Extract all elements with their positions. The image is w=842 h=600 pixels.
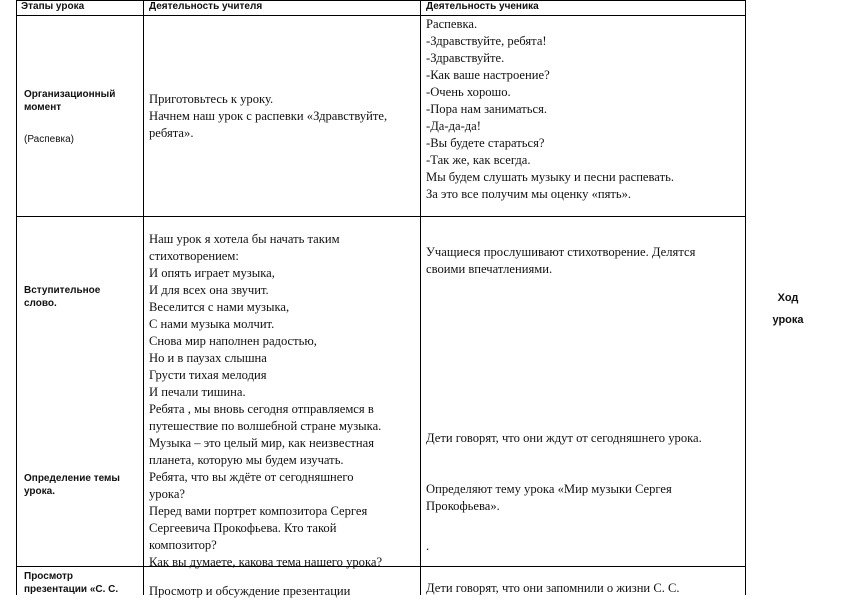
student-activity-row3: Дети говорят, что они запомнили о жизни С. С.: [426, 581, 680, 595]
student-activity-expectations: Дети говорят, что они ждут от сегодняшнего урока.: [426, 431, 702, 445]
header-student-activity: Деятельность ученика: [426, 1, 539, 12]
student-activity-listen-poem: Учащиеся прослушивают стихотворение. Делятся своими впечатлениями.: [426, 245, 696, 276]
student-activity-dot: .: [426, 539, 430, 553]
lesson-table: [16, 0, 746, 598]
teacher-activity-row2: Наш урок я хотела бы начать таким стихотворением: И опять играет музыка, И для всех она звучит. Веселится с нами музыка, С нами музыка молчит. Снова мир наполнен радостью, Но и в паузах слышна Грусти тихая мелодия И печали тишина. Ребята , мы вновь сегодня отправляемся в путешествие по волшебной стране музыка. Музыка – это целый мир, как неизвестная планета, которую мы будем изучать. Ребята, что вы ждёте от сегодняшнего урока? Перед вами портрет композитора Сергея Сергеевича Прокофьева. Кто такой композитор? Как вы думаете, какова тема нашего урока?: [149, 232, 383, 569]
stage-introductory-word: Вступительное слово.: [24, 285, 101, 309]
stage-warmup-note: (Распевка): [24, 134, 75, 145]
column-divider-1: [143, 0, 144, 595]
stage-organizational-moment: Организационный момент: [24, 89, 116, 113]
header-stage: Этапы урока: [21, 1, 85, 12]
teacher-activity-row3: Просмотр и обсуждение презентации: [149, 584, 351, 598]
row-divider-1: [16, 216, 746, 217]
stage-topic-definition: Определение темы урока.: [24, 473, 120, 497]
student-activity-row1: Распевка. -Здравствуйте, ребята! -Здравствуйте. -Как ваше настроение? -Очень хорошо. -Пора нам заниматься. -Да-да-да! -Вы будете стараться? -Так же, как всегда. Мы будем слушать музыку и песни распевать. За это все получим мы оценку «пять».: [426, 17, 674, 201]
teacher-activity-row1: Приготовьтесь к уроку. Начнем наш урок с распевки «Здравствуйте, ребята».: [149, 92, 388, 140]
student-activity-topic: Определяют тему урока «Мир музыки Сергея Прокофьева».: [426, 482, 672, 513]
table-border-top: [16, 0, 746, 1]
table-border-left: [16, 0, 17, 595]
lesson-progress-title: Ход урока: [772, 292, 804, 326]
table-border-right: [745, 0, 746, 595]
column-divider-2: [420, 0, 421, 595]
stage-presentation-view: Просмотр презентации «С. С.: [24, 571, 119, 595]
header-teacher-activity: Деятельность учителя: [149, 1, 263, 12]
